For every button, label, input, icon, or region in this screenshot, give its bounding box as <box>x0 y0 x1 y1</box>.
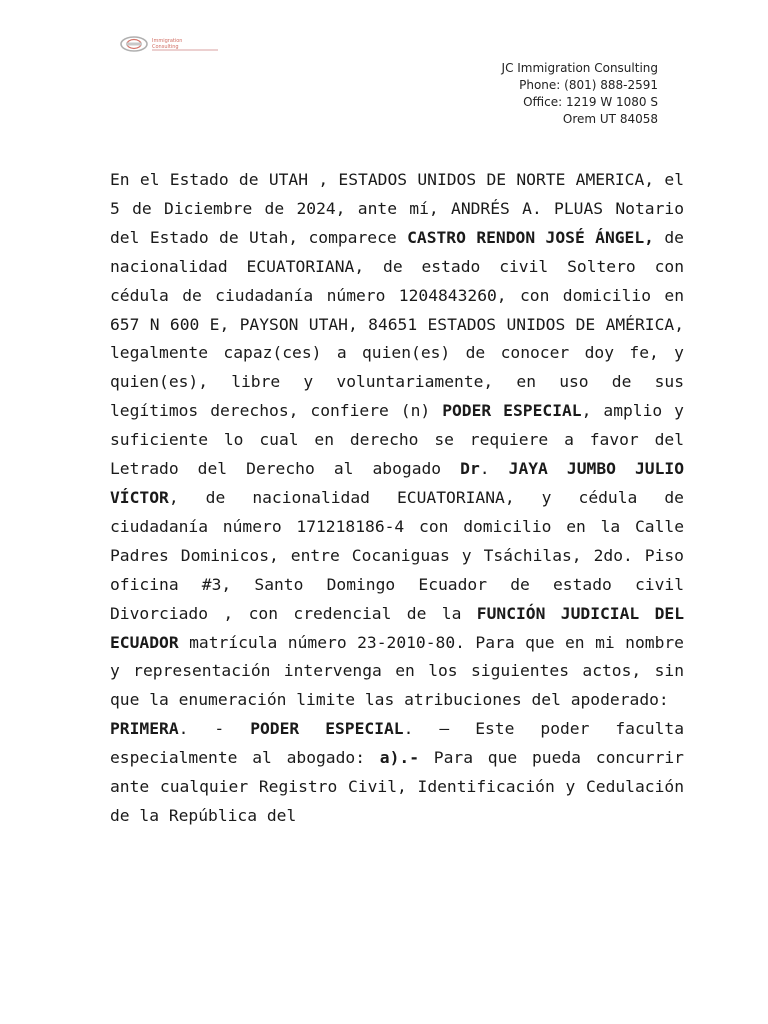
text-run: matrícula número 23-2010-80. Para que en mi nombre y representación intervenga en los siguientes actos, sin que la enumeración limite las atribuciones del apoderado: <box>110 632 684 710</box>
clause-title: PRIMERA <box>110 719 179 739</box>
grantor-name: CASTRO RENDON JOSÉ ÁNGEL, <box>407 227 654 247</box>
attorney-title: Dr <box>460 459 480 479</box>
text-run: , amplio y suficiente lo cual en derecho se requiere a favor del Letrado del Derecho al abogado <box>110 401 684 479</box>
phone-number: Phone: (801) 888-2591 <box>519 78 658 92</box>
logo-text-line2: Consulting <box>152 44 179 50</box>
clause-item-a: a).- <box>379 748 420 768</box>
text-run: Para que pueda concurrir ante cualquier Registro Civil, Identificación y Cedulación de la República del <box>110 748 684 825</box>
text-run: . <box>479 459 509 479</box>
company-name: JC Immigration Consulting <box>501 61 658 75</box>
company-logo <box>118 32 230 58</box>
logo-text-line1: Immigration <box>152 38 183 44</box>
text-run: Este poder faculta especialmente al abogado: <box>110 719 684 768</box>
attorney-name: JAYA JUMBO JULIO VÍCTOR <box>110 459 684 507</box>
judicial-function: FUNCIÓN JUDICIAL DEL ECUADOR <box>110 603 684 652</box>
document-body <box>110 166 684 831</box>
clause-power-type: PODER ESPECIAL <box>250 719 404 739</box>
text-run: , de nacionalidad ECUATORIANA, y cédula de ciudadanía número 171218186-4 con domicilio en la Calle Padres Dominicos, entre Cocaniguas y Tsáchilas, 2do. Piso oficina #3, Santo Domingo Ecuador de estado civil Divorciado , con credencial de la <box>110 487 684 623</box>
paragraph-power-of-attorney <box>110 166 684 715</box>
logo-text <box>152 38 182 50</box>
text-run: En el Estado de UTAH , ESTADOS UNIDOS DE NORTE AMERICA, el 5 de Diciembre de 2024, ante mí, ANDRÉS A. PLUAS Notario del Estado de Utah, comparece <box>110 170 684 247</box>
city-address: Orem UT 84058 <box>562 112 658 126</box>
paragraph-first-clause <box>110 715 684 831</box>
text-run: de nacionalidad ECUATORIANA, de estado civil Soltero con cédula de ciudadanía número 1204843260, con domicilio en 657 N 600 E, PAYSON UTAH, 84651 ESTADOS UNIDOS DE AMÉRICA, legalmente capaz(ces) a quien(es) de conocer doy fe, y quien(es), libre y voluntariamente, en uso de sus legítimos derechos, confiere (n) <box>110 227 684 421</box>
power-type: PODER ESPECIAL <box>442 401 582 421</box>
text-run: . - <box>178 719 251 739</box>
text-run: . – <box>403 719 476 739</box>
office-address: Office: 1219 W 1080 S <box>523 95 658 109</box>
contact-block <box>502 60 658 128</box>
